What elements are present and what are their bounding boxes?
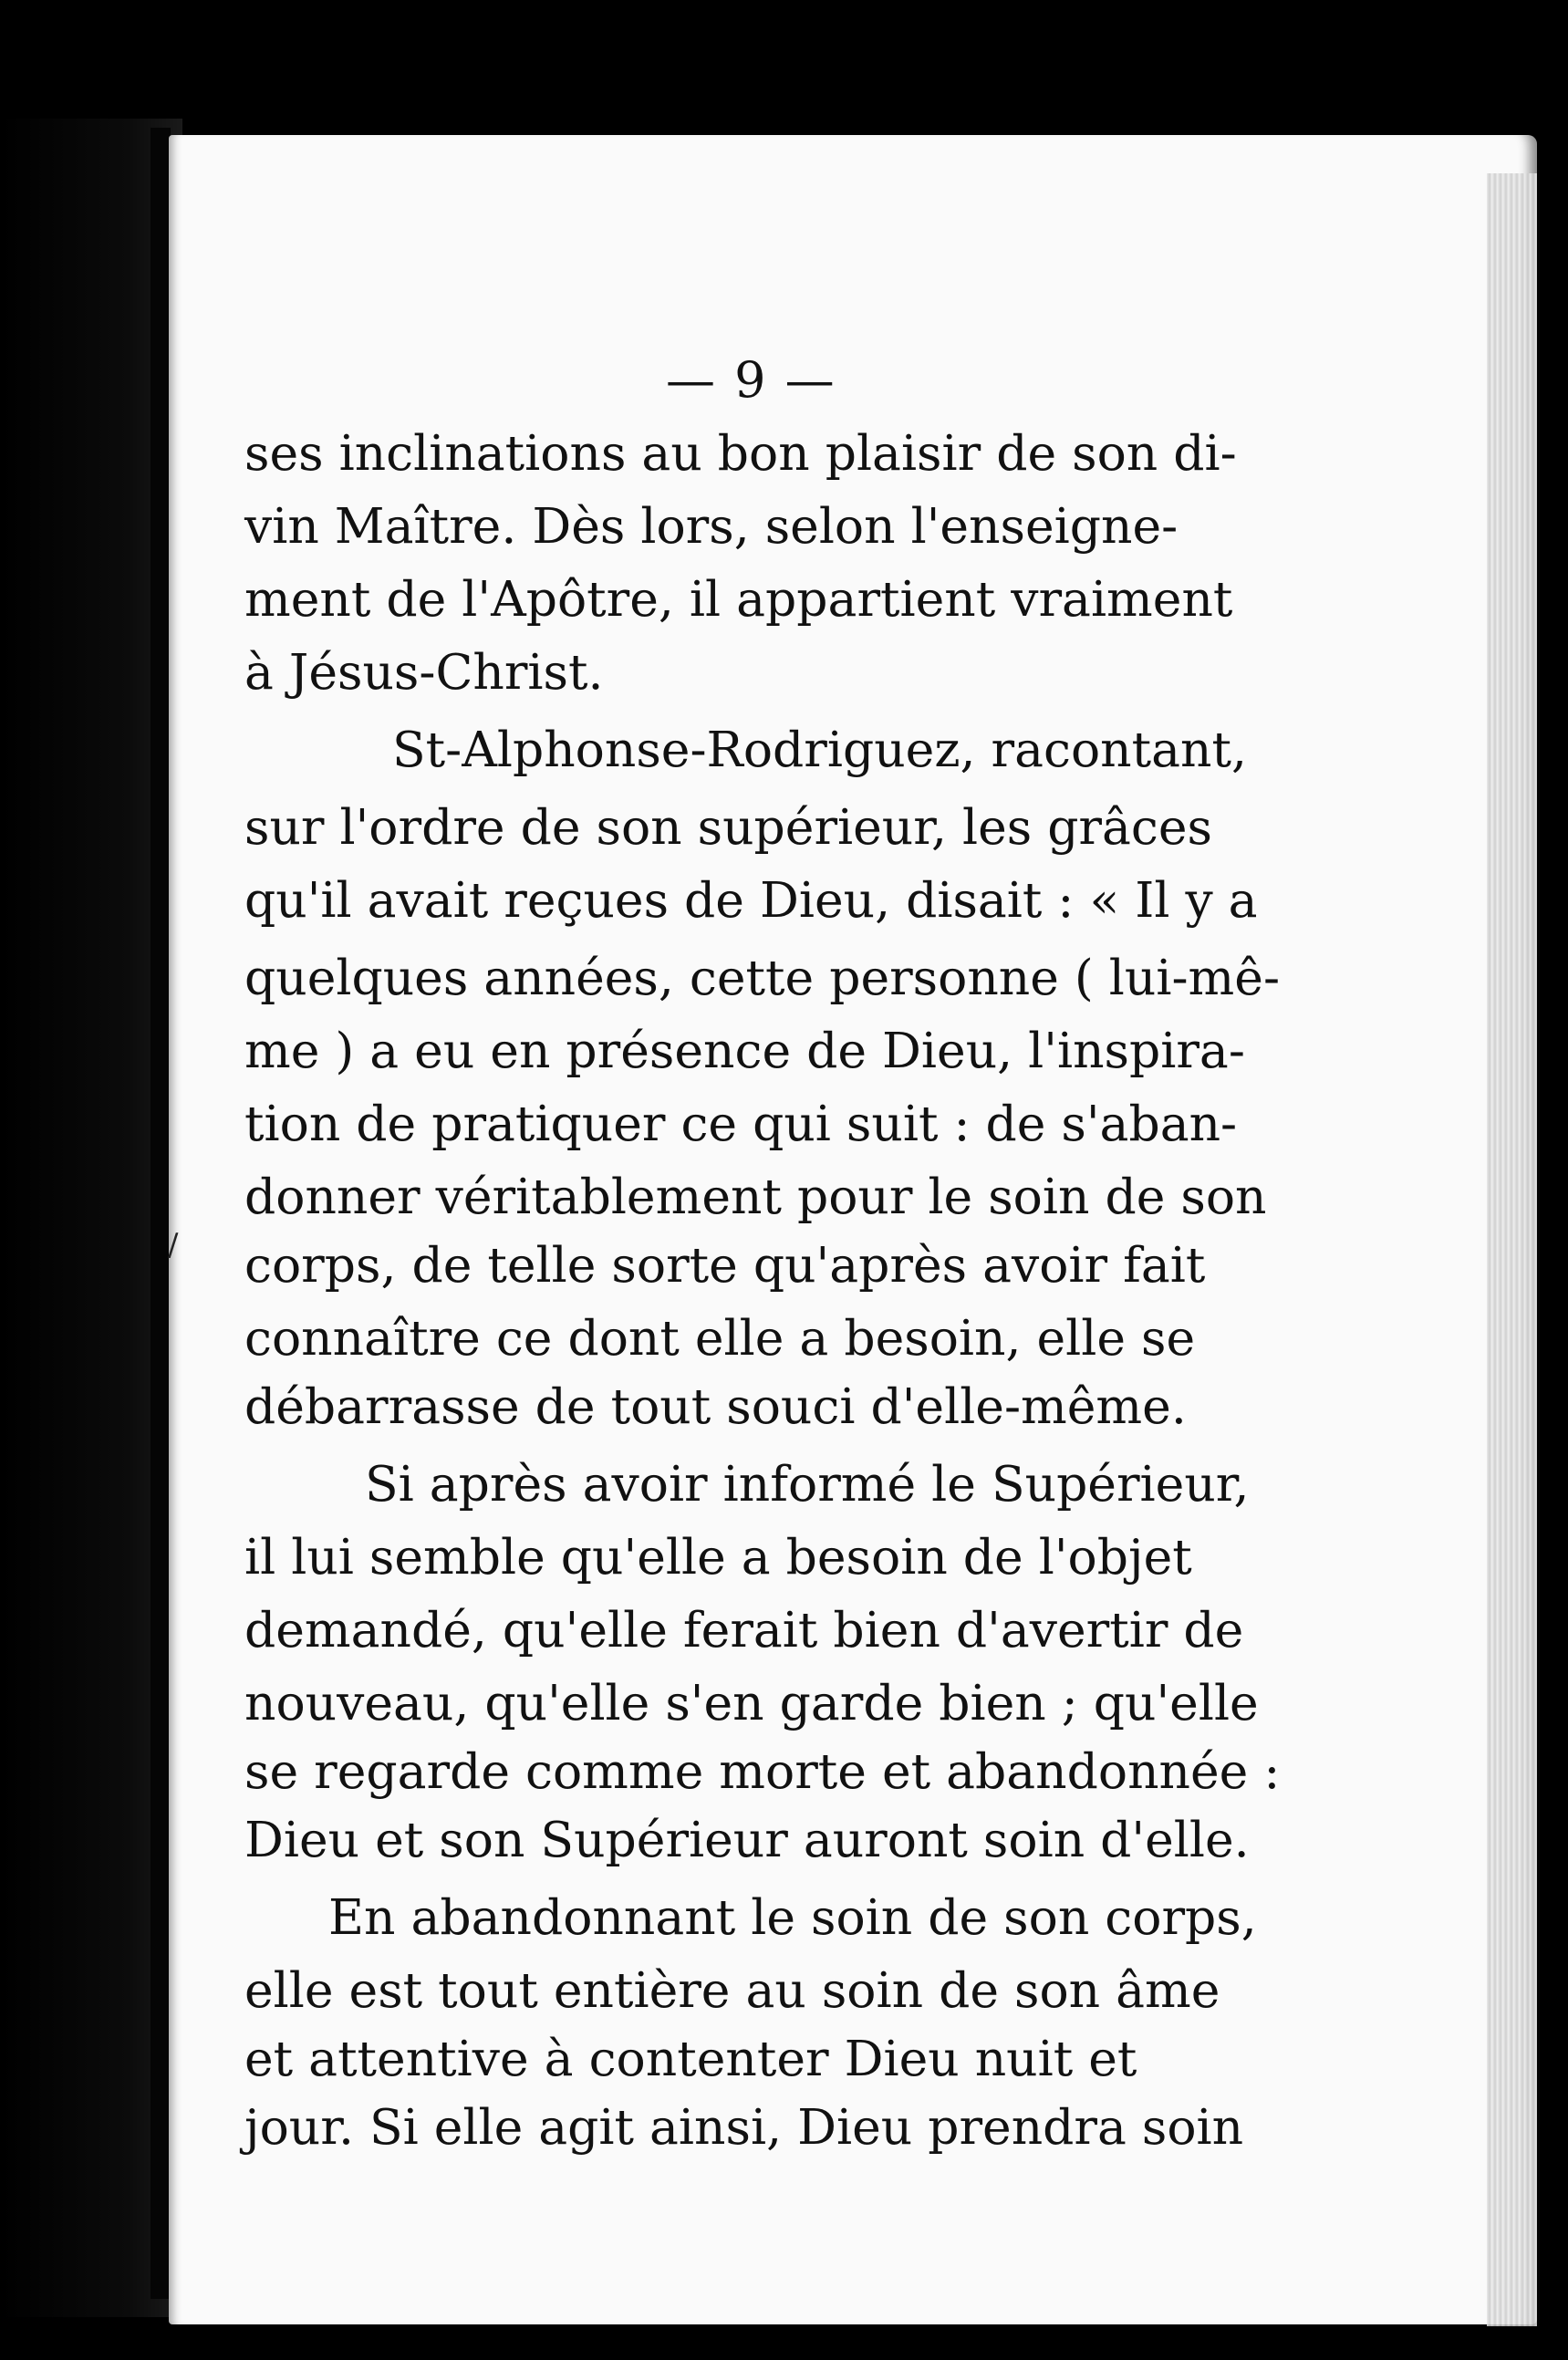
text-line: nouveau, qu'elle s'en garde bien ; qu'elle bbox=[244, 1674, 1259, 1731]
book-spine bbox=[151, 128, 171, 2299]
text-line: tion de pratiquer ce qui suit : de s'aban- bbox=[244, 1095, 1238, 1152]
text-line: qu'il avait reçues de Dieu, disait : « Il y a bbox=[244, 871, 1258, 929]
text-line: demandé, qu'elle ferait bien d'avertir de bbox=[244, 1601, 1244, 1658]
text-line: vin Maître. Dès lors, selon l'enseigne- bbox=[244, 497, 1179, 555]
page-number: — 9 — bbox=[666, 351, 836, 409]
text-line: jour. Si elle agit ainsi, Dieu prendra soin bbox=[244, 2098, 1244, 2156]
text-line: et attentive à contenter Dieu nuit et bbox=[244, 2030, 1137, 2087]
text-line: ses inclinations au bon plaisir de son di- bbox=[244, 424, 1237, 482]
margin-pencil-mark: / bbox=[168, 1227, 179, 1263]
text-line: à Jésus-Christ. bbox=[244, 643, 604, 701]
text-line: débarrasse de tout souci d'elle-même. bbox=[244, 1378, 1187, 1435]
text-line: corps, de telle sorte qu'après avoir fait bbox=[244, 1236, 1206, 1294]
paragraph-start-line: En abandonnant le soin de son corps, bbox=[328, 1888, 1257, 1946]
text-line: elle est tout entière au soin de son âme bbox=[244, 1961, 1220, 2019]
text-line: quelques années, cette personne ( lui-mê- bbox=[244, 949, 1281, 1006]
text-line: il lui semble qu'elle a besoin de l'objet bbox=[244, 1528, 1192, 1585]
paragraph-start-line: St-Alphonse-Rodriguez, racontant, bbox=[392, 721, 1247, 778]
page-stack-edge bbox=[1487, 173, 1537, 2326]
text-line: sur l'ordre de son supérieur, les grâces bbox=[244, 798, 1212, 856]
text-line: connaître ce dont elle a besoin, elle se bbox=[244, 1309, 1196, 1367]
text-line: se regarde comme morte et abandonnée : bbox=[244, 1742, 1281, 1800]
text-line: donner véritablement pour le soin de son bbox=[244, 1168, 1267, 1225]
text-line: Dieu et son Supérieur auront soin d'elle. bbox=[244, 1811, 1250, 1868]
paragraph-start-line: Si après avoir informé le Supérieur, bbox=[365, 1455, 1250, 1513]
text-line: ment de l'Apôtre, il appartient vraiment bbox=[244, 570, 1233, 628]
text-line: me ) a eu en présence de Dieu, l'inspira- bbox=[244, 1022, 1245, 1079]
